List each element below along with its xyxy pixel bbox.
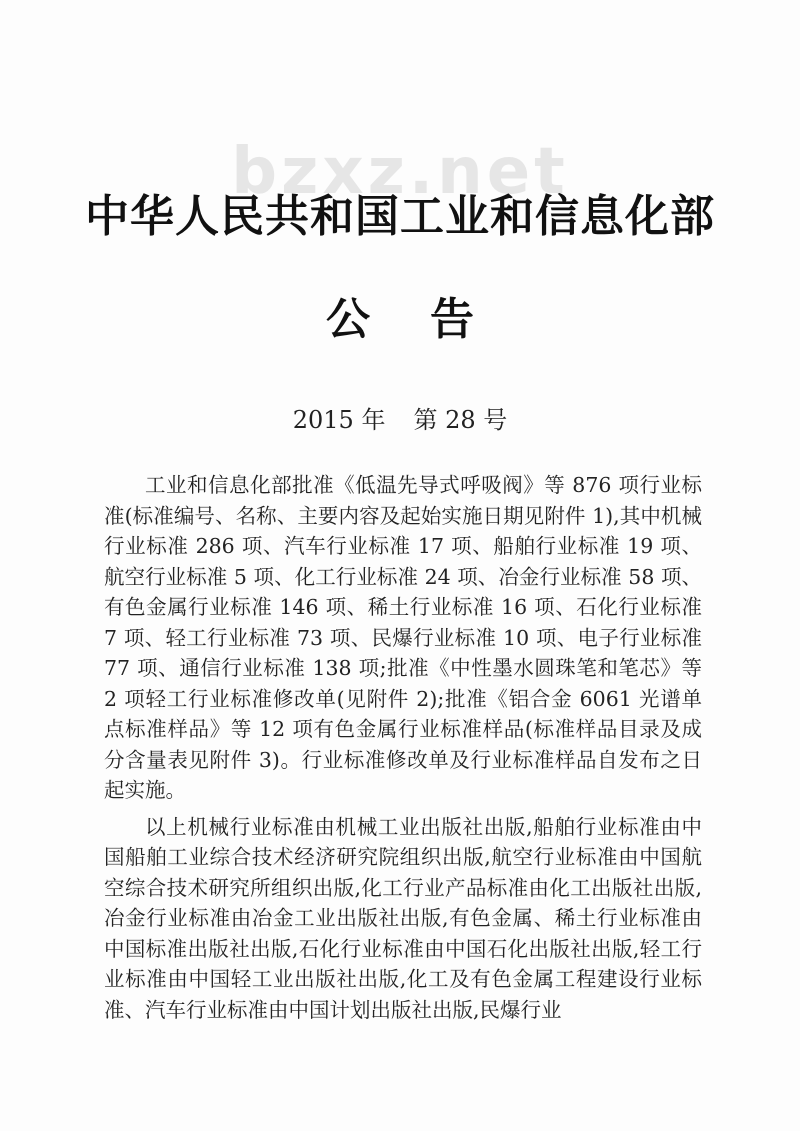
announcement-body	[104, 470, 702, 1025]
issue-year: 2015 年	[292, 406, 386, 434]
issue-number	[0, 400, 800, 435]
ministry-title: 中华人民共和国工业和信息化部	[85, 191, 715, 242]
paragraph-publishers: 以上机械行业标准由机械工业出版社出版,船舶行业标准由中国船舶工业综合技术经济研究院组织出版,航空行业标准由中国航空综合技术研究所组织出版,化工行业产品标准由化工出版社出版,冶金行业标准由冶金工业出版社出版,有色金属、稀土行业标准由中国标准出版社出版,石化行业标准由中国石化出版社出版,轻工行业标准由中国轻工业出版社出版,化工及有色金属工程建设行业标准、汽车行业标准由中国计划出版社出版,民爆行业	[104, 814, 702, 1022]
watermark: bzxz.net	[231, 135, 569, 209]
issue-no: 第 28 号	[413, 406, 508, 434]
announcement-heading: 公告	[326, 294, 534, 345]
paragraph-approval: 工业和信息化部批准《低温先导式呼吸阀》等 876 项行业标准(标准编号、名称、主要内容及起始实施日期见附件 1),其中机械行业标准 286 项、汽车行业标准 17 项、船舶行业标准 19 项、航空行业标准 5 项、化工行业标准 24 项、冶金行业标准 58 项、有色金属行业标准 146 项、稀土行业标准 16 项、石化行业标准 7 项、轻工行业标准 73 项、民爆行业标准 10 项、电子行业标准 77 项、通信行业标准 138 项;批准《中性墨水圆珠笔和笔芯》等 2 项轻工行业标准修改单(见附件 2);批准《铝合金 6061 光谱单点标准样品》等 12 项有色金属行业标准样品(标准样品目录及成分含量表见附件 3)。行业标准修改单及行业标准样品自发布之日起实施。	[104, 473, 702, 802]
